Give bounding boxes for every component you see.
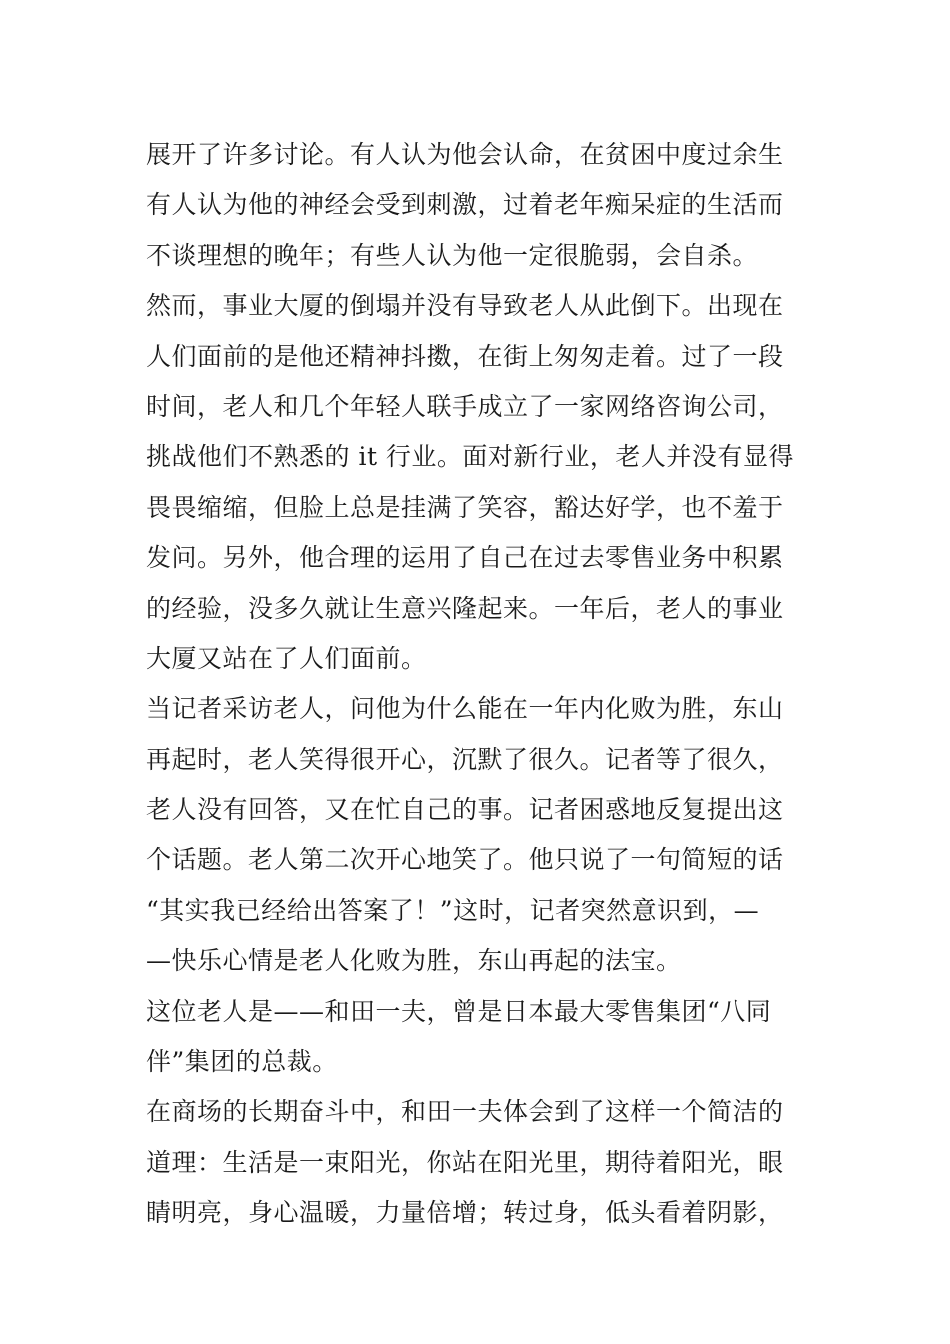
text-line: 伴”集团的总裁。 — [146, 1047, 338, 1077]
text-line: 人们面前的是他还精神抖擞，在街上匆匆走着。过了一段 — [146, 341, 784, 371]
text-line: 发问。另外，他合理的运用了自己在过去零售业务中积累 — [146, 543, 784, 573]
text-line: 在商场的长期奋斗中，和田一夫体会到了这样一个简洁的 — [146, 1097, 784, 1127]
text-line: 道理：生活是一束阳光，你站在阳光里，期待着阳光，眼 — [146, 1147, 784, 1177]
text-line: 这位老人是——和田一夫，曾是日本最大零售集团“八同 — [146, 996, 772, 1026]
text-line: 有人认为他的神经会受到刺激，过着老年痴呆症的生活而 — [146, 190, 784, 220]
text-line: “其实我已经给出答案了！”这时，记者突然意识到，— — [146, 895, 760, 925]
text-line: 个话题。老人第二次开心地笑了。他只说了一句简短的话 — [146, 845, 784, 875]
text-line: 当记者采访老人，问他为什么能在一年内化败为胜，东山 — [146, 694, 784, 724]
text-line: —快乐心情是老人化败为胜，东山再起的法宝。 — [146, 946, 682, 976]
text-line: 挑战他们不熟悉的 it 行业。面对新行业，老人并没有显得 — [146, 442, 794, 472]
text-line: 时间，老人和几个年轻人联手成立了一家网络咨询公司， — [146, 391, 784, 421]
text-line: 展开了许多讨论。有人认为他会认命，在贫困中度过余生 — [146, 140, 784, 169]
text-line: 睛明亮，身心温暖，力量倍增；转过身，低头看着阴影， — [146, 1198, 784, 1228]
text-line: 的经验，没多久就让生意兴隆起来。一年后，老人的事业 — [146, 593, 784, 623]
text-line: 大厦又站在了人们面前。 — [146, 643, 427, 673]
text-line: 畏畏缩缩，但脸上总是挂满了笑容，豁达好学，也不羞于 — [146, 492, 784, 522]
text-line: 再起时，老人笑得很开心，沉默了很久。记者等了很久， — [146, 744, 784, 774]
text-line: 老人没有回答，又在忙自己的事。记者困惑地反复提出这 — [146, 795, 784, 825]
body-text — [146, 130, 810, 1239]
text-line: 不谈理想的晚年；有些人认为他一定很脆弱，会自杀。 — [146, 240, 759, 270]
text-line: 然而，事业大厦的倒塌并没有导致老人从此倒下。出现在 — [146, 291, 784, 321]
